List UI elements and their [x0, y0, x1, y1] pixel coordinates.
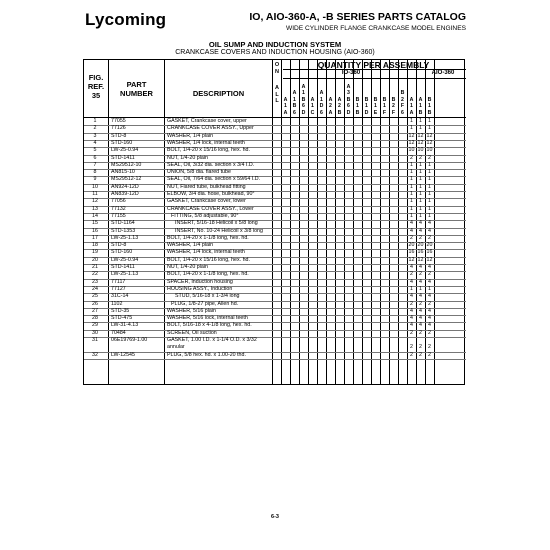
fig-ref-cell: 13	[92, 205, 98, 212]
quantity-cell: 1	[419, 161, 422, 168]
description-cell: NUT, Flared tube, bulkhead fitting	[167, 183, 246, 190]
quantity-cell: 2	[428, 300, 431, 307]
model-letter: B	[355, 96, 360, 103]
model-letter: B	[382, 96, 387, 103]
fig-ref-cell: 1	[93, 118, 97, 124]
part-number-cell: 70484	[111, 329, 126, 336]
model-letter: A	[310, 96, 315, 103]
column-divider	[272, 60, 273, 384]
fig-ref-cell: 18	[92, 242, 98, 249]
quantity-cell: 2	[428, 351, 431, 358]
quantity-cell: 2	[410, 344, 413, 351]
fig-ref-cell: 17	[92, 234, 98, 241]
description-cell: BOLT, 5/16-18 x 4-1/8 long, hex. hd.	[167, 322, 252, 329]
model-letter: 6	[302, 103, 305, 110]
part-number-cell: STD-8	[111, 242, 127, 249]
quantity-cell: 4	[410, 315, 413, 322]
quantity-cell: 2	[428, 344, 431, 351]
quantity-cell: 1	[428, 118, 431, 124]
quantity-cell: 2	[419, 300, 422, 307]
part-number-cell: LW-25-0.94	[111, 256, 139, 263]
header-part-number	[109, 80, 164, 98]
description-cell: SCREEN, Oil suction	[167, 329, 217, 336]
section-title: OIL SUMP AND INDUCTION SYSTEM	[208, 40, 342, 49]
quantity-cell: 2	[419, 329, 422, 336]
quantity-cell: 12	[408, 132, 415, 139]
description-cell: STUD, 5/16-18 x 1-3/4 long	[175, 293, 240, 300]
quantity-cell: 4	[410, 293, 413, 300]
header-description: DESCRIPTION	[192, 89, 245, 98]
part-number-cell: LW-25-1.13	[111, 234, 139, 241]
header-on	[273, 62, 281, 75]
quantity-cell: 4	[428, 278, 431, 285]
quantity-cell: 4	[410, 278, 413, 285]
model-letter: B	[418, 109, 423, 116]
row-divider	[84, 359, 466, 360]
model-letter: F	[382, 109, 387, 116]
description-cell: NUT, 1/4-20 plain	[167, 264, 208, 270]
quantity-cell: 12	[408, 139, 415, 146]
model-letter: A	[346, 84, 351, 90]
part-number-cell: STD-8	[111, 132, 127, 139]
part-number-cell: 77117	[111, 278, 126, 285]
description-cell: CRANKCASE COVER ASSY., Lower	[167, 205, 254, 212]
quantity-cell: 1	[428, 169, 431, 176]
fig-ref-cell: 25	[92, 293, 98, 300]
column-divider	[108, 60, 109, 384]
model-column-label	[407, 97, 416, 116]
header-quantity-per-assembly: QUANTITY PER ASSEMBLY	[317, 60, 430, 70]
quantity-cell: 1	[428, 285, 431, 292]
quantity-cell: 4	[410, 220, 413, 227]
quantity-cell: 16	[408, 249, 415, 256]
fig-ref-cell: 4	[93, 139, 97, 146]
quantity-cell: 2	[419, 234, 422, 241]
fig-ref-cell: 30	[92, 329, 98, 336]
part-number-cell: AN924-12D	[111, 183, 139, 190]
model-letter: C	[310, 109, 315, 116]
quantity-cell: 2	[428, 234, 431, 241]
model-letter: B	[364, 96, 369, 103]
model-column-label	[380, 97, 389, 116]
model-letter: 1	[410, 103, 413, 110]
description-cell: annular	[167, 344, 185, 351]
model-letter: B	[301, 96, 306, 103]
fig-ref-cell: 26	[92, 300, 98, 307]
fig-ref-cell: 15	[92, 220, 98, 227]
fig-ref-cell: 6	[93, 154, 97, 161]
all-letter: L	[275, 91, 279, 98]
quantity-cell: 1	[410, 169, 413, 176]
model-column-label	[353, 97, 362, 116]
on-letter: N	[275, 68, 279, 75]
quantity-cell: 1	[410, 125, 413, 132]
number-label: NUMBER	[120, 89, 153, 98]
part-number-cell: STD-35	[111, 307, 130, 314]
fig-ref-cell: 10	[92, 183, 98, 190]
model-letter: A	[283, 96, 288, 103]
part-number-cell: 77132	[111, 205, 126, 212]
quantity-cell: 1	[410, 191, 413, 197]
quantity-cell: 2	[419, 344, 422, 351]
description-cell: BOLT, 1/4-20 x 1-1/8 long, hex. hd.	[167, 234, 249, 241]
description-cell: WASHER, 5/16 lock, internal teeth	[167, 315, 248, 322]
model-letter: B	[427, 109, 432, 116]
description-cell: ELBOW, 3/4 dia. hose, bulkhead, 90°	[167, 191, 255, 197]
quantity-cell: 4	[428, 264, 431, 270]
quantity-cell: 4	[419, 220, 422, 227]
quantity-cell: 12	[408, 256, 415, 263]
description-cell: CRANKCASE COVER ASSY., Upper	[167, 125, 254, 132]
model-letter: A	[328, 109, 333, 116]
quantity-cell: 1	[410, 198, 413, 205]
model-letter: B	[391, 96, 396, 103]
quantity-cell: 2	[410, 271, 413, 278]
description-cell: WASHER, 1/4 lock, internal teeth	[167, 249, 245, 256]
quantity-cell: 12	[426, 256, 433, 263]
description-cell: GASKET, Crankcase cover, upper	[167, 118, 247, 124]
quantity-cell: 2	[410, 154, 413, 161]
part-number-cell: 1102	[111, 300, 123, 307]
quantity-cell: 1	[410, 176, 413, 183]
quantity-cell: 1	[410, 161, 413, 168]
model-column-label	[281, 97, 290, 116]
fig-ref-cell: 9	[93, 176, 97, 183]
description-cell: SPACER, Induction housing	[167, 278, 233, 285]
quantity-cell: 4	[419, 264, 422, 270]
fig-ref-cell: 32	[92, 351, 98, 358]
model-letter: A	[409, 109, 414, 116]
part-number-cell: STD-1411	[111, 264, 135, 270]
fig-ref-cell: 31	[92, 337, 98, 343]
quantity-cell: 4	[410, 264, 413, 270]
header-aio-360-group: AIO-360	[431, 70, 455, 76]
model-letter: B	[373, 96, 378, 103]
section-subtitle: CRANKCASE COVERS AND INDUCTION HOUSING (AIO-360)	[175, 49, 375, 56]
model-letter: E	[373, 109, 378, 116]
figure-number: 35	[91, 91, 101, 100]
quantity-cell: 2	[410, 329, 413, 336]
part-number-cell: 06E19769-1.00	[111, 337, 148, 343]
quantity-cell: 1	[428, 198, 431, 205]
header-io-360-group: IO-360	[341, 70, 361, 76]
fig-ref-cell: 14	[92, 212, 98, 219]
part-number-cell: 77056	[111, 198, 126, 205]
quantity-cell: 1	[428, 212, 431, 219]
quantity-cell: 1	[428, 125, 431, 132]
model-letter: B	[355, 109, 360, 116]
part-number-cell: 77055	[111, 118, 126, 124]
fig-ref-cell: 21	[92, 264, 98, 270]
fig-ref-cell: 3	[93, 132, 97, 139]
quantity-cell: 2	[410, 234, 413, 241]
fig-ref-cell: 22	[92, 271, 98, 278]
quantity-cell: 4	[428, 322, 431, 329]
description-cell: WASHER, 1/4 plain	[167, 242, 214, 249]
part-number-cell: LW-25-0.94	[111, 147, 139, 154]
quantity-cell: 1	[428, 191, 431, 197]
quantity-cell: 4	[410, 322, 413, 329]
model-letter: F	[391, 109, 396, 116]
quantity-cell: 1	[410, 118, 413, 124]
part-number-cell: 77126	[111, 125, 126, 132]
part-number-cell: AN839-12D	[111, 191, 139, 197]
quantity-cell: 10	[426, 147, 433, 154]
description-cell: PLUG, 5/8 hex. hd. x 1.00-20 thd.	[167, 351, 246, 358]
quantity-cell: 10	[417, 147, 424, 154]
model-letter: 1	[311, 103, 314, 110]
model-column-label	[290, 90, 299, 116]
description-cell: WASHER, 1/4 plain	[167, 132, 214, 139]
description-cell: GASKET, Crankcase cover, lower	[167, 198, 246, 205]
quantity-cell: 4	[419, 278, 422, 285]
fig-ref-cell: 5	[93, 147, 97, 154]
quantity-cell: 1	[428, 161, 431, 168]
model-letter: 2	[401, 96, 404, 103]
description-cell: UNION, 5/8 dia. flared tube	[167, 169, 231, 176]
model-column-label	[308, 97, 317, 116]
description-cell: NUT, 1/4-20 plain	[167, 154, 208, 161]
model-letter: A	[319, 90, 324, 97]
model-letter: 1	[374, 103, 377, 110]
model-letter: B	[346, 96, 351, 103]
part-number-cell: STD-1353	[111, 227, 136, 234]
fig-label: FIG.	[88, 73, 104, 82]
description-cell: INSERT, No. 10-24 Helicoil x 3/8 long	[175, 227, 263, 234]
quantity-cell: 1	[419, 198, 422, 205]
model-letter: B	[400, 90, 405, 97]
model-letter: A	[301, 84, 306, 90]
catalog-subtitle: WIDE CYLINDER FLANGE CRANKCASE MODEL ENGINES	[285, 25, 466, 32]
quantity-cell: 1	[419, 125, 422, 132]
part-number-cell: 77127	[111, 285, 126, 292]
quantity-cell: 2	[428, 271, 431, 278]
model-letter: 2	[338, 103, 341, 110]
row-divider	[283, 78, 466, 79]
fig-ref-cell: 23	[92, 278, 98, 285]
model-letter: A	[337, 96, 342, 103]
description-cell: INSERT, 5/16-18 Helicoil x 5/8 long	[175, 220, 258, 227]
fig-ref-cell: 8	[93, 169, 97, 176]
model-letter: 1	[428, 103, 431, 110]
model-letter: A	[292, 90, 297, 97]
quantity-cell: 2	[428, 329, 431, 336]
model-letter: 1	[302, 90, 305, 97]
fig-ref-cell: 7	[93, 161, 97, 168]
model-letter: 1	[293, 96, 296, 103]
model-letter: A	[409, 96, 414, 103]
part-number-cell: STD-1411	[111, 154, 135, 161]
brand-logo: Lycoming	[85, 10, 167, 29]
description-cell: SEAL, Oil, 7/64 dia. section x 59/64 I.D.	[167, 176, 261, 183]
model-letter: 1	[356, 103, 359, 110]
quantity-cell: 4	[428, 315, 431, 322]
all-letter: L	[275, 98, 279, 104]
description-cell: FITTING, 5/8 adjustable, 90°	[171, 212, 239, 219]
part-number-cell: STD-1164	[111, 220, 135, 227]
model-letter: 3	[347, 90, 350, 97]
model-letter: A	[283, 109, 288, 116]
quantity-cell: 4	[419, 315, 422, 322]
description-cell: PLUG, 1/8-27 pipe, Allen hd.	[171, 300, 239, 307]
quantity-cell: 4	[428, 220, 431, 227]
model-letter: B	[337, 109, 342, 116]
catalog-title: IO, AIO-360-A, -B SERIES PARTS CATALOG	[249, 11, 466, 23]
part-label: PART	[126, 80, 147, 89]
quantity-cell: 4	[419, 307, 422, 314]
part-number-cell: MS29512-10	[111, 161, 142, 168]
column-divider	[434, 60, 435, 384]
quantity-cell: 16	[426, 249, 433, 256]
model-letter: B	[427, 96, 432, 103]
model-letter: A	[418, 96, 423, 103]
quantity-cell: 2	[410, 351, 413, 358]
column-divider	[164, 60, 165, 384]
on-letter: O	[274, 62, 280, 68]
model-letter: B	[292, 103, 297, 110]
model-letter: 1	[365, 103, 368, 110]
model-letter: 1	[284, 103, 287, 110]
description-cell: GASKET, 1.00 I.D. x 1-1/4 O.D. x 3/32	[167, 337, 257, 343]
fig-ref-cell: 29	[92, 322, 98, 329]
part-number-cell: LW-31-4.13	[111, 322, 139, 329]
quantity-cell: 4	[419, 293, 422, 300]
model-letter: 1	[383, 103, 386, 110]
model-letter: 6	[401, 109, 404, 116]
part-number-cell: LW-12545	[111, 351, 135, 358]
fig-ref-cell: 27	[92, 307, 98, 314]
fig-ref-cell: 20	[92, 256, 98, 263]
fig-ref-cell: 24	[92, 285, 98, 292]
fig-ref-cell: 28	[92, 315, 98, 322]
model-column-label	[344, 84, 353, 116]
part-number-cell: 31C-14	[111, 293, 129, 300]
model-letter: 1	[419, 103, 422, 110]
quantity-cell: 1	[419, 169, 422, 176]
part-number-cell: STD-475	[111, 315, 133, 322]
quantity-cell: 4	[428, 227, 431, 234]
model-letter: 6	[293, 109, 296, 116]
ref-label: REF.	[87, 82, 105, 91]
quantity-cell: 2	[419, 154, 422, 161]
model-column-label	[389, 97, 398, 116]
quantity-cell: 1	[428, 176, 431, 183]
quantity-cell: 1	[419, 212, 422, 219]
fig-ref-cell: 2	[93, 125, 97, 132]
part-number-cell: LW-25-1.13	[111, 271, 139, 278]
part-number-cell: MS29512-12	[111, 176, 142, 183]
quantity-cell: 4	[428, 307, 431, 314]
quantity-cell: 4	[410, 307, 413, 314]
quantity-cell: 12	[417, 256, 424, 263]
quantity-cell: 2	[428, 154, 431, 161]
model-column-label	[362, 97, 371, 116]
model-column-label	[416, 97, 425, 116]
part-number-cell: STD-160	[111, 249, 133, 256]
part-number-cell: 77155	[111, 212, 126, 219]
model-column-label	[326, 97, 335, 116]
quantity-cell: 1	[419, 118, 422, 124]
quantity-cell: 1	[419, 205, 422, 212]
model-column-label	[299, 84, 308, 116]
fig-ref-cell: 19	[92, 249, 98, 256]
description-cell: BOLT, 1/4-20 x 15/16 long, hex. hd.	[167, 147, 250, 154]
model-column-label	[425, 97, 434, 116]
quantity-cell: 1	[419, 191, 422, 197]
description-cell: BOLT, 1/4-20 x 15/16 long, hex. hd.	[167, 256, 250, 263]
quantity-cell: 1	[428, 183, 431, 190]
model-letter: D	[301, 109, 306, 116]
part-number-cell: AN815-10	[111, 169, 135, 176]
quantity-cell: 1	[410, 212, 413, 219]
quantity-cell: 1	[410, 205, 413, 212]
quantity-cell: 4	[410, 227, 413, 234]
model-letter: D	[346, 109, 351, 116]
part-number-cell: STD-160	[111, 139, 133, 146]
all-letter: A	[275, 85, 279, 91]
fig-ref-cell: 16	[92, 227, 98, 234]
quantity-cell: 4	[428, 293, 431, 300]
model-letter: 1	[320, 96, 323, 103]
quantity-cell: 1	[428, 205, 431, 212]
quantity-cell: 2	[419, 351, 422, 358]
model-column-label	[371, 97, 380, 116]
header-all	[273, 85, 281, 105]
model-letter: A	[328, 96, 333, 103]
quantity-cell: 1	[419, 176, 422, 183]
quantity-cell: 1	[410, 183, 413, 190]
header-fig-ref	[84, 73, 108, 100]
fig-ref-cell: 12	[92, 198, 98, 205]
model-letter: 2	[392, 103, 395, 110]
quantity-cell: 10	[408, 147, 415, 154]
quantity-cell: 16	[417, 249, 424, 256]
model-column-label	[335, 97, 344, 116]
quantity-cell: 4	[419, 322, 422, 329]
quantity-cell: 4	[419, 227, 422, 234]
quantity-cell: 1	[410, 285, 413, 292]
fig-ref-cell: 11	[92, 191, 98, 197]
quantity-cell: 12	[426, 139, 433, 146]
model-letter: 2	[329, 103, 332, 110]
quantity-cell: 2	[410, 300, 413, 307]
model-letter: D	[364, 109, 369, 116]
quantity-cell: 20	[408, 242, 415, 249]
quantity-cell: 1	[419, 285, 422, 292]
quantity-cell: 2	[419, 271, 422, 278]
description-cell: BOLT, 1/4-20 x 1-1/8 long, hex. hd.	[167, 271, 249, 278]
description-cell: HOUSING ASSY., Induction	[167, 285, 233, 292]
quantity-cell: 12	[417, 139, 424, 146]
quantity-cell: 12	[417, 132, 424, 139]
description-cell: SEAL, Oil, 3/32 dia. section x 3/4 I.D.	[167, 161, 255, 168]
model-column-label	[398, 90, 407, 116]
quantity-cell: 1	[419, 183, 422, 190]
model-letter: 6	[347, 103, 350, 110]
model-letter: D	[319, 103, 324, 110]
model-column-label	[317, 90, 326, 116]
model-letter: F	[400, 103, 405, 110]
quantity-cell: 20	[426, 242, 433, 249]
quantity-cell: 12	[426, 132, 433, 139]
quantity-cell: 20	[417, 242, 424, 249]
model-letter: 6	[320, 109, 323, 116]
description-cell: WASHER, 1/4 lock, internal teeth	[167, 139, 245, 146]
description-cell: WASHER, 5/16 plain	[167, 307, 216, 314]
page-number: 6-3	[271, 514, 279, 520]
